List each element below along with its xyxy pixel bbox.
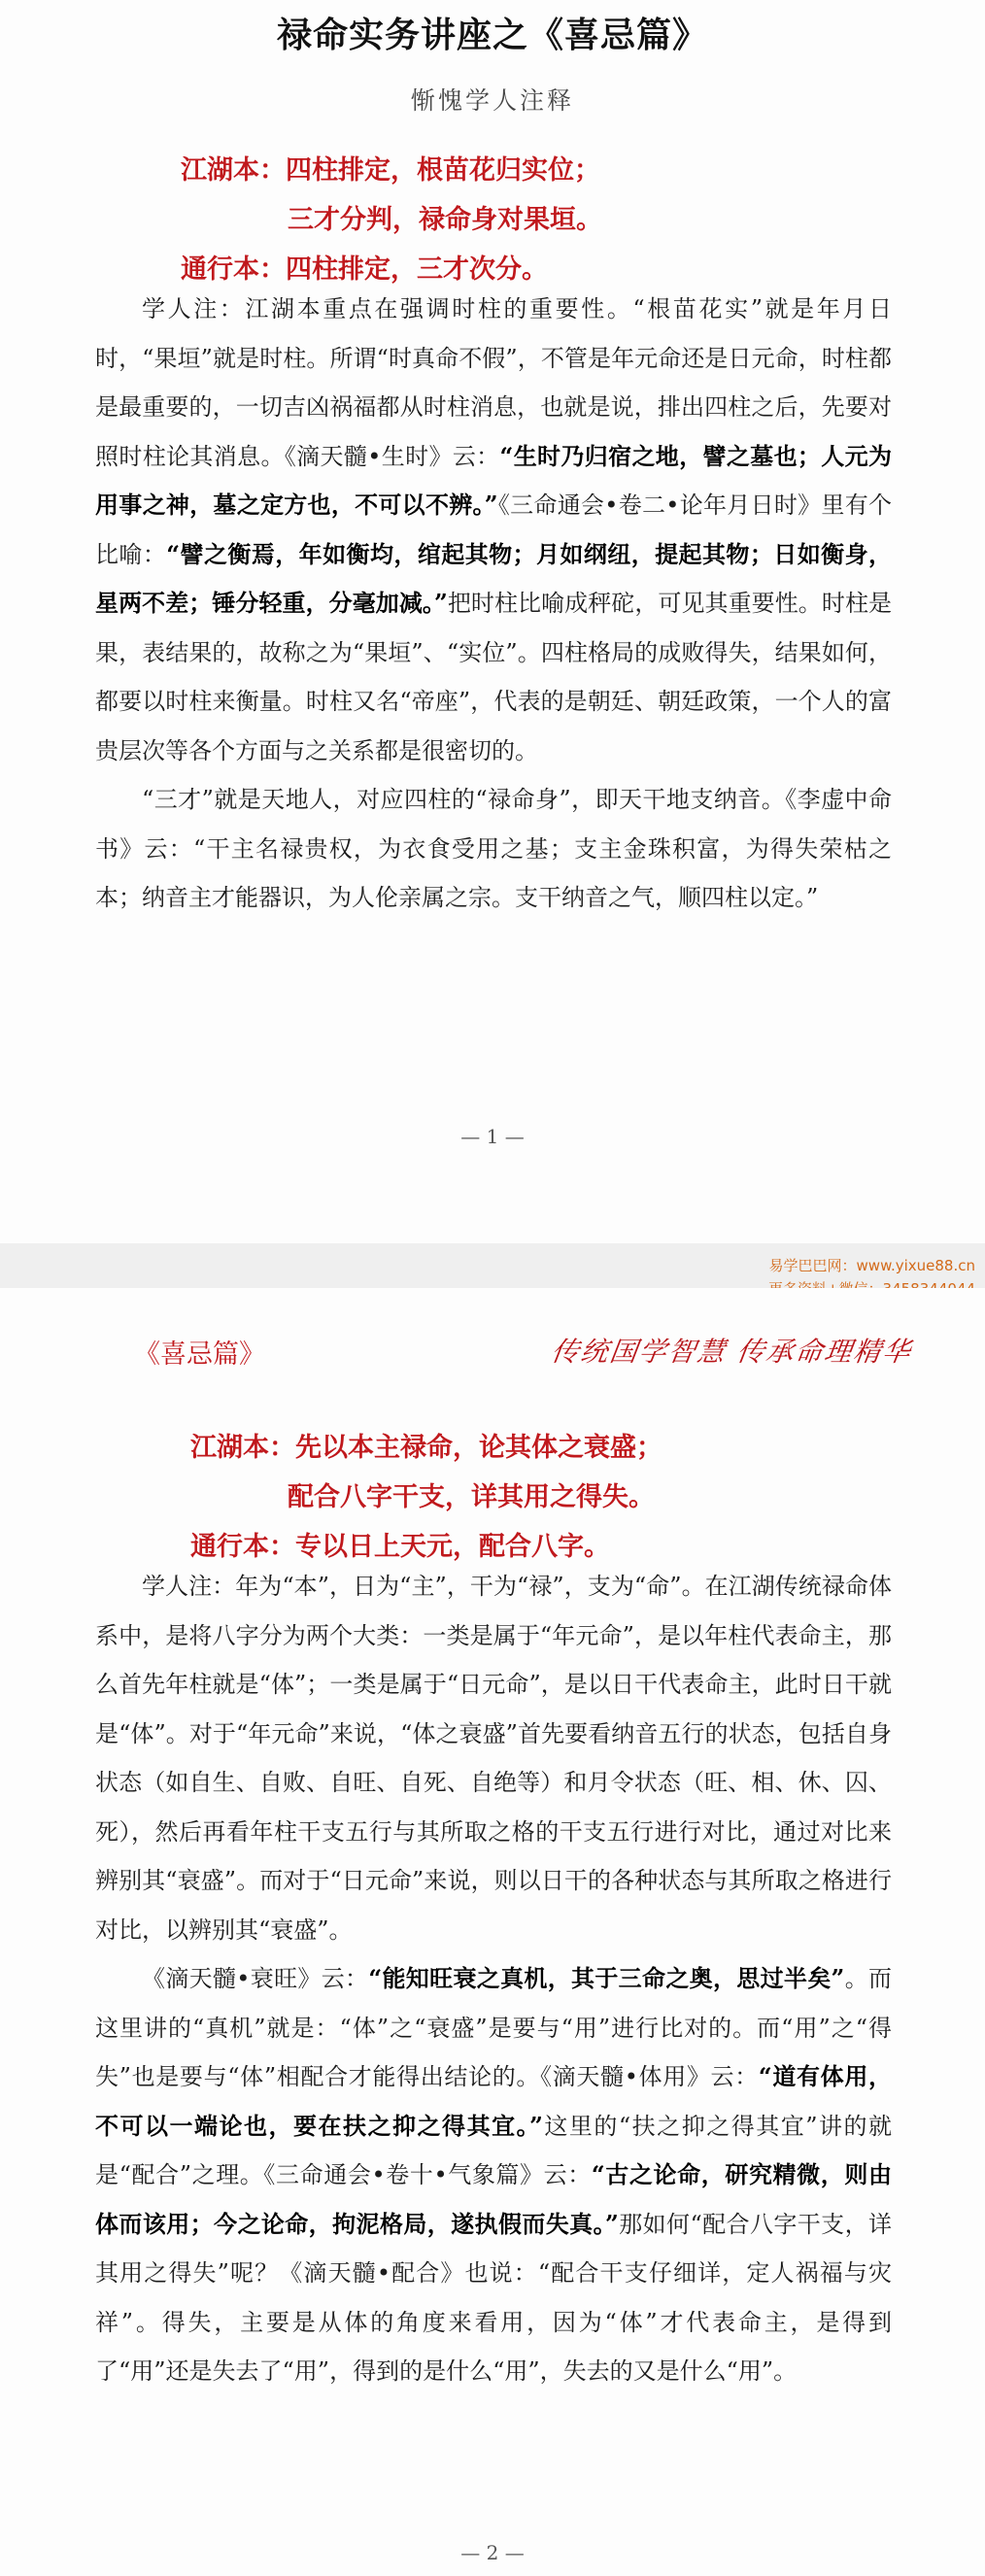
commentary-text: 《三命通会•卷二•论年月日时》里有个比喻：	[95, 491, 892, 568]
quote-text: “古之论命，研究精微，则由体而该用；今之论命，拘泥格局，遂执假而失真。”	[95, 2160, 892, 2238]
tongxing-text: 通行本：专以日上天元，配合八字。	[190, 1532, 610, 1562]
commentary-body	[95, 285, 892, 923]
document-page-1	[0, 0, 985, 1243]
commentary-text: 把时柱比喻成秤砣，可见其重要性。时柱是果，表结果的，故称之为“果垣”、“实位”。四柱格局的成败得失，结果如何，都要以时柱来衡量。时柱又名“帝座”，代表的是朝廷、朝廷政策，一个人的富贵层次等各个方面与之关系都是很密切的。	[95, 590, 893, 764]
page-subtitle: 惭愧学人注释	[410, 86, 574, 115]
quote-text: “能知旺衰之真机，其于三命之奥，思过半矣”	[368, 1964, 845, 1992]
page-number: — 2 —	[460, 2541, 525, 2564]
commentary-text: 。而这里讲的“真机”就是：“体”之“衰盛”是要与“用”进行比对的。而“用”之“得失”也是要与“体”相配合才能得出结论的。《滴天髓•体用》云：	[95, 1965, 893, 2090]
document-page-2	[0, 1288, 985, 2576]
commentary-paragraph-2: “三才”就是天地人，对应四柱的“禄命身”，即天干地支纳音。《李虚中命书》云：“干主名禄贵权，为衣食受用之基；支主金珠积富，为得失荣枯之本；纳音主才能器识，为人伦亲属之宗。支干纳音之气，顺四柱以定。”	[95, 786, 892, 911]
calligraphy-header: 传统国学智慧 传承命理精华	[549, 1336, 915, 1368]
jianghu-text-line-2: 配合八字干支，详其用之得失。	[288, 1482, 655, 1512]
jianghu-text-line-2: 三才分判，禄命身对果垣。	[288, 205, 602, 235]
jianghu-text-line-1: 江湖本：先以本主禄命，论其体之衰盛；	[190, 1433, 662, 1463]
commentary-paragraph-1: 学人注：年为“本”，日为“主”，干为“禄”，支为“命”。在江湖传统禄命体系中，是将八字分为两个大类：一类是属于“年元命”，是以年柱代表命主，那么首先年柱就是“体”；一类是属于“日元命”，是以日干代表命主，此时日干就是“体”。对于“年元命”来说，“体之衰盛”首先要看纳音五行的状态，包括自身状态（如自生、自败、自旺、自死、自绝等）和月令状态（旺、相、休、囚、死），然后再看年柱干支五行与其所取之格的干支五行进行对比，通过对比来辨别其“衰盛”。而对于“日元命”来说，则以日干的各种状态与其所取之格进行对比，以辨别其“衰盛”。	[95, 1573, 892, 1944]
quote-text: “生时乃归宿之地，譬之墓也；人元为用事之神，墓之定方也，不可以不辨。”	[95, 441, 892, 519]
commentary-paragraph-1	[95, 285, 892, 775]
jianghu-text-line-1: 江湖本：四柱排定，根苗花归实位；	[181, 155, 600, 186]
commentary-body	[95, 1562, 892, 2396]
quote-text: “譬之衡焉，年如衡均，绾起其物；月如纲纽，提起其物；日如衡身，星两不差；锤分轻重，分毫加减。”	[95, 539, 892, 617]
watermark-line-1: 易学巴巴网：www.yixue88.cn	[768, 1257, 975, 1274]
commentary-paragraph-2	[95, 1954, 892, 2396]
commentary-text: 《滴天髓•衰旺》云：	[142, 1965, 369, 1992]
commentary-text: 这里的“扶之抑之得其宜”讲的就是“配合”之理。《三命通会•卷十•气象篇》云：	[95, 2112, 892, 2188]
page-title: 禄命实务讲座之《喜忌篇》	[276, 15, 708, 55]
running-header: 《喜忌篇》	[134, 1339, 265, 1370]
tongxing-text: 通行本：四柱排定，三才次分。	[181, 254, 548, 285]
commentary-text: 学人注：江湖本重点在强调时柱的重要性。“根苗花实”就是年月日时，“果垣”就是时柱。所谓“时真命不假”，不管是年元命还是日元命，时柱都是最重要的，一切吉凶祸福都从时柱消息，也就是说，排出四柱之后，先要对照时柱论其消息。《滴天髓•生时》云：	[95, 295, 892, 470]
commentary-text: 那如何“配合八字干支，详其用之得失”呢？《滴天髓•配合》也说：“配合干支仔细详，定人祸福与灾祥”。得失，主要是从体的角度来看用，因为“体”才代表命主，是得到了“用”还是失去了“用”，得到的是什么“用”，失去的又是什么“用”。	[95, 2210, 892, 2385]
quote-text: “道有体用，不可以一端论也，要在扶之抑之得其宜。”	[95, 2062, 892, 2140]
page-number: — 1 —	[460, 1125, 525, 1148]
